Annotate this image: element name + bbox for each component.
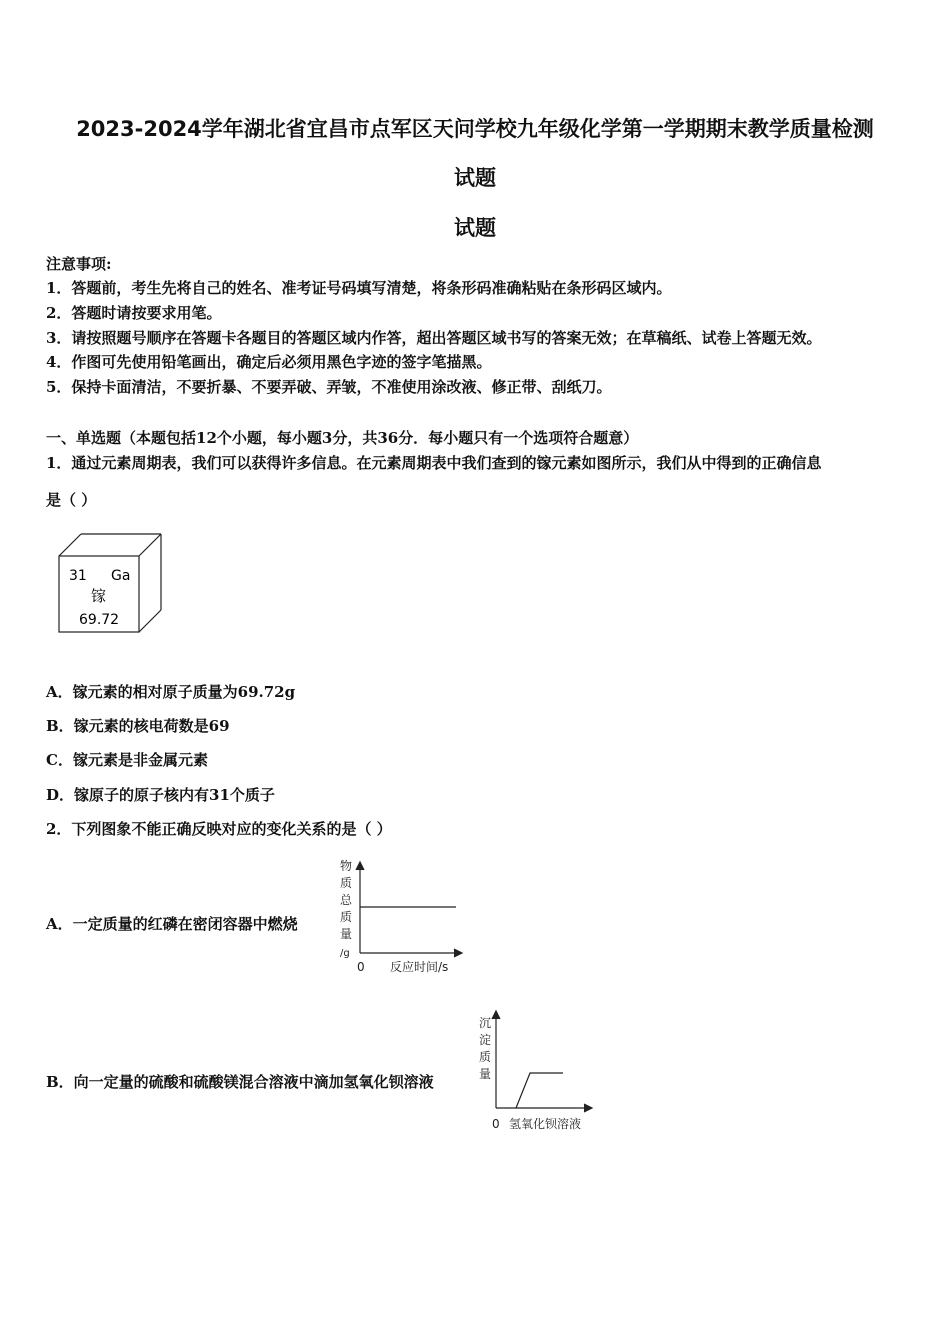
graph-b xyxy=(470,1005,600,1135)
section-heading: 一、单选题（本题包括12个小题，每小题3分，共36分．每小题只有一个选项符合题意） xyxy=(46,429,639,447)
q2-stem: 2．下列图象不能正确反映对应的变化关系的是（ ） xyxy=(46,820,392,838)
graph-b-ylabel: 淀 xyxy=(479,1033,492,1047)
element-card-edge xyxy=(139,610,161,632)
element-mass: 69.72 xyxy=(79,612,120,628)
graph-b-origin: 0 xyxy=(492,1117,500,1131)
q2-option-a: A．一定质量的红磷在密闭容器中燃烧 xyxy=(46,915,298,933)
graph-a-ylabel: 量 xyxy=(340,927,353,941)
notice-item-5: 5．保持卡面清洁，不要折暴、不要弄破、弄皱，不准使用涂改液、修正带、刮纸刀。 xyxy=(46,378,612,396)
graph-b-y-arrow xyxy=(492,1011,500,1019)
notice-item-1: 1．答题前，考生先将自己的姓名、准考证号码填写清楚，将条形码准确粘贴在条形码区域内。 xyxy=(46,279,672,297)
notice-item-2: 2．答题时请按要求用笔。 xyxy=(46,304,222,322)
graph-a-ylabel: 质 xyxy=(340,876,353,890)
q1-stem-line1: 1．通过元素周期表，我们可以获得许多信息。在元素周期表中我们查到的镓元素如图所示，我们从中得到的正确信息 xyxy=(46,454,822,472)
q1-option-d: D．镓原子的原子核内有31个质子 xyxy=(46,786,275,804)
exam-title-line3: 试题 xyxy=(454,216,496,240)
element-name: 镓 xyxy=(91,587,107,605)
graph-a-yunit: /g xyxy=(340,948,350,959)
q1-stem-line2: 是（ ） xyxy=(46,491,97,509)
q2-option-b: B．向一定量的硫酸和硫酸镁混合溶液中滴加氢氧化钡溶液 xyxy=(46,1073,434,1091)
graph-b-ylabel: 量 xyxy=(479,1067,492,1081)
graph-b-data-line xyxy=(516,1073,563,1108)
q1-option-c: C．镓元素是非金属元素 xyxy=(46,751,208,769)
graph-b-xlabel: 氢氧化钡溶液 xyxy=(509,1117,582,1131)
graph-a-x-arrow xyxy=(454,949,462,957)
graph-b-ylabel: 质 xyxy=(479,1050,492,1064)
graph-a-ylabel: 质 xyxy=(340,910,353,924)
exam-title-line2: 试题 xyxy=(454,166,496,190)
notice-item-3: 3．请按照题号顺序在答题卡各题目的答题区域内作答，超出答题区域书写的答案无效；在草稿纸、试卷上答题无效。 xyxy=(46,329,822,347)
graph-a-origin: 0 xyxy=(357,960,365,974)
graph-a-xlabel: 反应时间/s xyxy=(390,960,449,974)
element-card-figure xyxy=(55,530,170,640)
graph-b-ylabel: 沉 xyxy=(479,1016,492,1030)
notice-item-4: 4．作图可先使用铅笔画出，确定后必须用黑色字迹的签字笔描黑。 xyxy=(46,353,492,371)
element-card-edge xyxy=(139,534,161,556)
graph-a-ylabel: 总 xyxy=(340,893,353,907)
notice-heading: 注意事项: xyxy=(46,255,112,273)
element-card-edge xyxy=(59,534,81,556)
exam-title-line1: 2023-2024学年湖北省宜昌市点军区天问学校九年级化学第一学期期末教学质量检测 xyxy=(76,117,874,141)
graph-b-x-arrow xyxy=(584,1104,592,1112)
element-symbol: Ga xyxy=(111,568,131,584)
graph-a-y-arrow xyxy=(356,862,364,870)
element-number: 31 xyxy=(69,568,87,584)
q1-option-b: B．镓元素的核电荷数是69 xyxy=(46,717,230,735)
graph-a-ylabel: 物 xyxy=(340,859,353,873)
graph-a xyxy=(330,850,475,980)
q1-option-a: A．镓元素的相对原子质量为69.72g xyxy=(46,683,296,701)
